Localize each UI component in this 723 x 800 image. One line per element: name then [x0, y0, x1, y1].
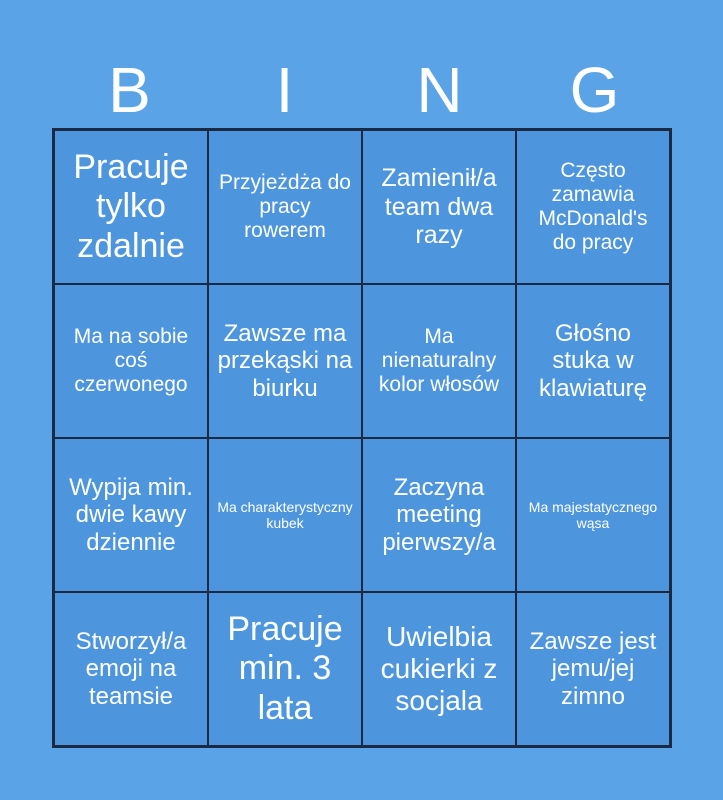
bingo-cell[interactable]: Ma majestatycznego wąsa — [516, 438, 670, 592]
bingo-cell[interactable]: Ma nienaturalny kolor włosów — [362, 284, 516, 438]
bingo-board — [52, 128, 672, 748]
bingo-cell[interactable]: Ma na sobie coś czerwonego — [54, 284, 208, 438]
bingo-cell[interactable]: Stworzył/a emoji na teamsie — [54, 592, 208, 746]
bingo-cell[interactable]: Wypija min. dwie kawy dziennie — [54, 438, 208, 592]
bingo-cell[interactable]: Pracuje tylko zdalnie — [54, 130, 208, 284]
title-letter-i: I — [275, 54, 294, 126]
bingo-cell[interactable]: Ma charakterystyczny kubek — [208, 438, 362, 592]
bingo-cell[interactable]: Zawsze ma przekąski na biurku — [208, 284, 362, 438]
bingo-title — [52, 52, 672, 128]
bingo-cell[interactable]: Uwielbia cukierki z socjala — [362, 592, 516, 746]
bingo-cell[interactable]: Głośno stuka w klawiaturę — [516, 284, 670, 438]
bingo-cell[interactable]: Pracuje min. 3 lata — [208, 592, 362, 746]
bingo-cell[interactable]: Zamienił/a team dwa razy — [362, 130, 516, 284]
title-letter-g: G — [569, 54, 620, 126]
title-letter-b: B — [108, 54, 151, 126]
bingo-cell[interactable]: Często zamawia McDonald's do pracy — [516, 130, 670, 284]
title-letter-n: N — [416, 54, 463, 126]
bingo-cell[interactable]: Zaczyna meeting pierwszy/a — [362, 438, 516, 592]
bingo-cell[interactable]: Przyjeżdża do pracy rowerem — [208, 130, 362, 284]
bingo-cell[interactable]: Zawsze jest jemu/jej zimno — [516, 592, 670, 746]
